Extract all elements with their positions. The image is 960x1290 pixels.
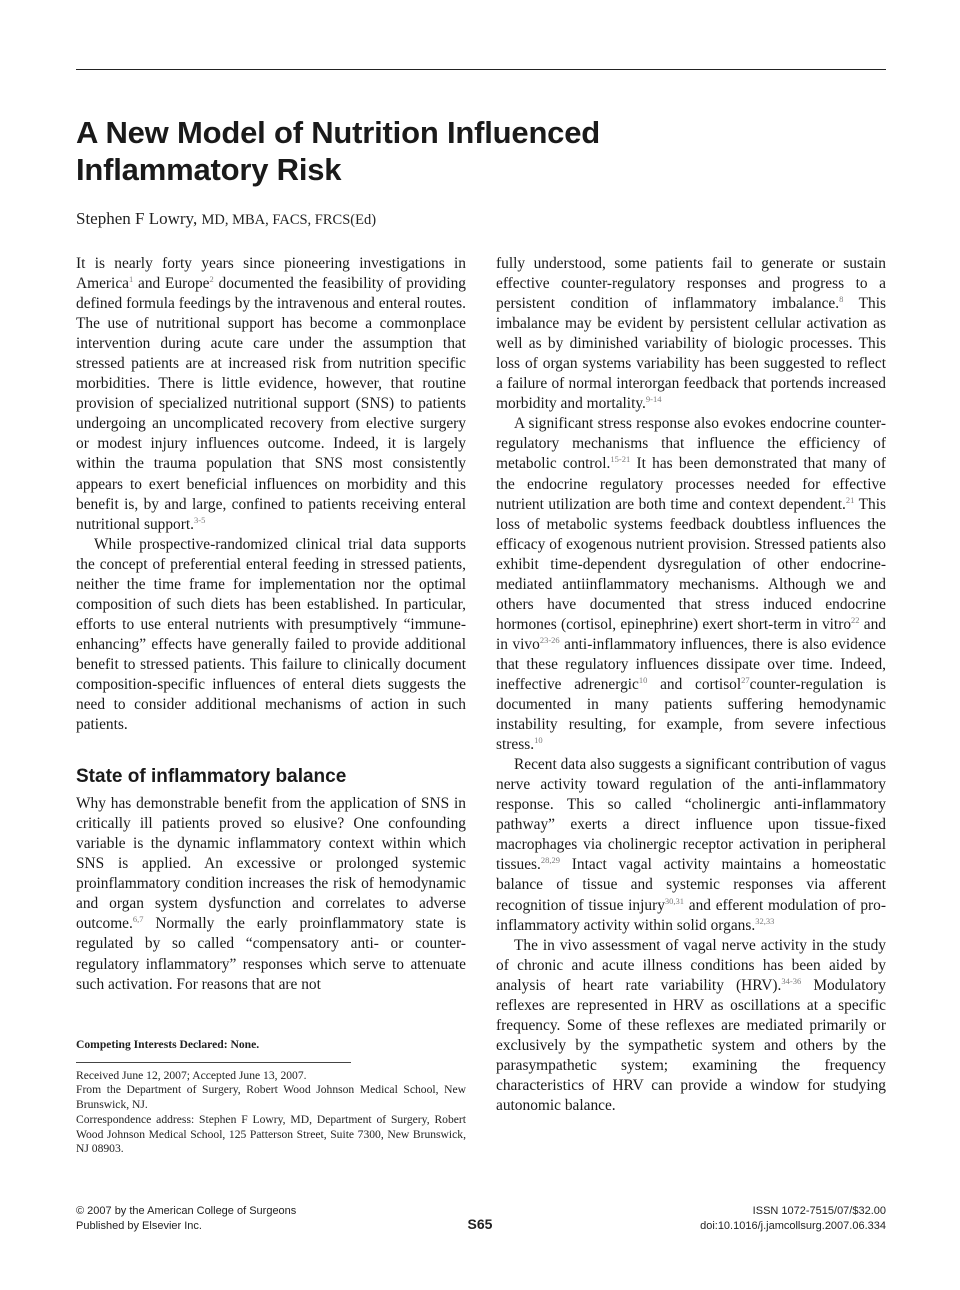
reference-link[interactable]: 34-36 xyxy=(781,975,802,986)
copyright: © 2007 by the American College of Surgeons xyxy=(76,1205,297,1217)
page-number: S65 xyxy=(467,1216,493,1232)
text-run: Intact vagal activity maintains a homeostatic balance of tissue and systemic responses via afferent recognition of tissue injury xyxy=(496,856,886,914)
author-credentials: MD, MBA, FACS, FRCS(Ed) xyxy=(201,212,377,228)
text-run: A significant stress response also evokes endocrine counter-regulatory mechanisms that influence the efficiency of metabolic control. xyxy=(496,415,886,473)
reference-link[interactable]: 9-14 xyxy=(645,394,662,405)
text-run: It has been demonstrated that many of the endocrine regulatory processes needed for effective nutrient utilization are both time and context dependent. xyxy=(496,455,886,513)
reference-link[interactable]: 21 xyxy=(845,494,855,505)
notes-divider xyxy=(76,1062,351,1063)
text-run: Why has demonstrable benefit from the application of SNS in critically ill patients proved so elusive? One confounding variable is the dynamic inflammatory context within which SNS is applied. An excessive or prolonged systemic proinflammatory condition increases the risk of hemodynamic and organ system dysfunction and correlates to adverse outcome. xyxy=(76,795,466,933)
article-notes xyxy=(76,1038,466,1157)
paragraph-hrv xyxy=(496,936,886,1116)
text-run: and cortisol xyxy=(647,675,742,693)
text-run: While prospective-randomized clinical trial data supports the concept of preferential enteral feeding in stressed patients, neither the time frame for implementation nor the optimal composition of such diets has been established. In particular, efforts to use enteral nutrients with presumptively “immune-enhancing” effects have generally failed to provide additional benefit to stressed patients. This failure to clinically document composition-specific influences of enteral diets suggests the need to consider additional mechanisms of action in such patients. xyxy=(76,535,466,734)
section-heading: State of inflammatory balance xyxy=(76,766,347,788)
footer-right xyxy=(700,1204,886,1233)
paragraph-continued xyxy=(496,254,886,414)
top-rule xyxy=(76,69,886,70)
paragraph-vagus xyxy=(496,755,886,935)
author-name: Stephen F Lowry, xyxy=(76,209,198,228)
issn: ISSN 1072-7515/07/$32.00 xyxy=(752,1205,886,1217)
text-run: It is nearly forty years since pioneering investigations in America xyxy=(76,255,466,293)
right-column xyxy=(496,254,886,1116)
text-run: fully understood, some patients fail to generate or sustain effective counter-regulatory responses and progress to a persistent condition of inflammatory imbalance. xyxy=(496,255,886,313)
text-run: documented the feasibility of providing defined formula feedings by the intravenous and enteral routes. The use of nutritional support has become a commonplace intervention during acute care under the assumption that stressed patients are at increased risk from nutrition specific morbidities. There is little evidence, however, that routine provision of specialized nutritional support (SNS) to patients undergoing an uncomplicated recovery from elective surgery or modest injury influences outcome. Indeed, it is largely within the trauma population that SNS most consistently appears to exert beneficial influences on morbidity and this benefit is, by and large, confined to patients receiving enteral nutritional support. xyxy=(76,275,466,533)
left-column xyxy=(76,254,466,995)
competing-interests: Competing Interests Declared: None. xyxy=(76,1038,260,1051)
author-byline xyxy=(76,209,376,229)
text-run: This loss of metabolic systems feedback doubtless influences the efficacy of exogenous nutrient provision. Stressed patients also exhibit time-dependent dysregulation of other endocrine-mediated antiinflammatory mechanisms. Although we and others have documented that stress induced endocrine hormones (cortisol, epinephrine) exert short-term in vitro xyxy=(496,495,887,633)
correspondence-address: Correspondence address: Stephen F Lowry, MD, Department of Surgery, Robert Wood Johnson Medical School, 125 Patterson Street, Suite 7300, New Brunswick, NJ 08903. xyxy=(76,1112,466,1156)
paragraph-trials xyxy=(76,535,466,735)
paragraph-balance xyxy=(76,794,466,994)
text-run: and Europe xyxy=(133,275,210,293)
text-run: Normally the early proinflammatory state is regulated by so called “compensatory anti- or counter-regulatory inflammatory” responses which serve to attenuate such activation. For reasons that are not xyxy=(76,915,466,993)
reference-link[interactable]: 3-5 xyxy=(194,514,206,525)
reference-link[interactable]: 8 xyxy=(839,294,844,305)
paragraph-intro xyxy=(76,254,466,535)
reference-link[interactable]: 32,33 xyxy=(755,915,775,926)
text-run: This imbalance may be evident by persistent cellular activation as well as by diminished variability of biologic processes. This loss of organ systems variability has been suggested to reflect a failure of normal interorgan feedback that portends increased morbidity and mortality. xyxy=(496,295,887,413)
reference-link[interactable]: 15-21 xyxy=(610,454,631,465)
reference-link[interactable]: 2 xyxy=(209,274,214,285)
affiliation: From the Department of Surgery, Robert Wood Johnson Medical School, New Brunswick, NJ. xyxy=(76,1083,466,1112)
text-run: The in vivo assessment of vagal nerve activity in the study of chronic and acute illness conditions has been aided by analysis of heart rate variability (HRV). xyxy=(496,936,886,994)
reference-link[interactable]: 22 xyxy=(851,614,860,625)
publisher: Published by Elsevier Inc. xyxy=(76,1219,202,1232)
received-dates: Received June 12, 2007; Accepted June 13, 2007. xyxy=(76,1068,307,1082)
reference-link[interactable]: 1 xyxy=(128,274,134,285)
text-run: Recent data also suggests a significant contribution of vagus nerve activity toward regulation of the anti-inflammatory response. This so called “cholinergic anti-inflammatory pathway” exerts a direct influence upon tissue-fixed macrophages via cholinergic receptor activation in peripheral tissues. xyxy=(496,756,886,874)
reference-link[interactable]: 30,31 xyxy=(664,895,685,906)
reference-link[interactable]: 10 xyxy=(638,674,648,685)
text-run: and efferent modulation of pro-inflammatory activity within solid organs. xyxy=(496,896,886,934)
reference-link[interactable]: 27 xyxy=(741,674,750,685)
text-run: Modulatory reflexes are represented in HRV as oscillations at a specific frequency. Some of these reflexes are mediated primarily or exclusively by the sympathetic system and others by the parasympathetic system; examining the frequency characteristics of HRV can provide a window for studying autonomic balance. xyxy=(496,976,886,1114)
doi[interactable]: doi:10.1016/j.jamcollsurg.2007.06.334 xyxy=(700,1219,886,1232)
reference-link[interactable]: 6,7 xyxy=(132,914,144,925)
text-run: and in vivo xyxy=(496,615,886,653)
article-title: A New Model of Nutrition Influenced Inflammatory Risk xyxy=(76,115,600,187)
paragraph-endocrine xyxy=(496,414,886,755)
reference-link[interactable]: 10 xyxy=(534,735,543,746)
text-run: anti-inflammatory influences, there is also evidence that these regulatory influences dissipate over time. Indeed, ineffective adrenergic xyxy=(496,635,887,693)
text-run: counter-regulation is documented in many patients suffering hemodynamic instability resulting, for example, from severe infectious stress. xyxy=(496,675,886,754)
reference-link[interactable]: 28,29 xyxy=(540,855,561,866)
reference-link[interactable]: 23-26 xyxy=(539,634,560,645)
